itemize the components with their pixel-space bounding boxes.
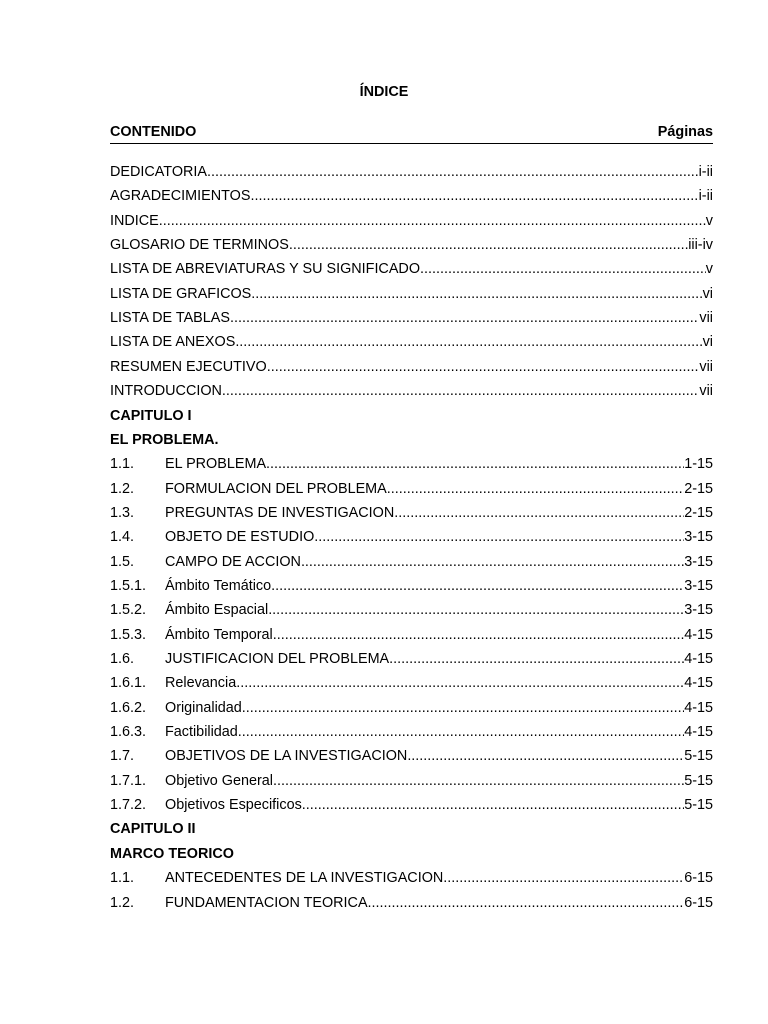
- dot-leader: [242, 698, 684, 718]
- toc-entry-page: 4-15: [684, 724, 713, 741]
- pages-label: Páginas: [657, 124, 713, 140]
- toc-entry: [110, 868, 713, 888]
- dot-leader: [159, 211, 706, 231]
- toc-entry-number: 1.2.: [110, 480, 135, 497]
- contents-label: CONTENIDO: [110, 124, 197, 140]
- toc-entry-page: 5-15: [684, 772, 713, 789]
- toc-entry-page: 1-15: [684, 456, 713, 473]
- toc-entry-number: 1.6.2.: [110, 699, 147, 716]
- toc-entry-label: Ámbito Temático: [165, 577, 272, 594]
- toc-entry: [110, 771, 713, 791]
- toc-heading: [110, 406, 713, 426]
- toc-entry: [110, 527, 713, 547]
- dot-leader: [271, 576, 684, 596]
- toc-entry-page: i-ii: [698, 188, 713, 205]
- dot-leader: [207, 162, 699, 182]
- dot-leader: [273, 625, 684, 645]
- toc-heading: [110, 819, 713, 839]
- toc-entry-label: Relevancia: [165, 675, 237, 692]
- toc-entry-page: vii: [699, 358, 713, 375]
- toc-entry-label: GLOSARIO DE TERMINOS: [110, 237, 289, 254]
- toc-entry-label: EL PROBLEMA: [165, 456, 267, 473]
- toc-entry: [110, 893, 713, 913]
- toc-entry: [110, 381, 713, 401]
- toc-entry-label: LISTA DE TABLAS: [110, 310, 230, 327]
- toc-entry-label: FUNDAMENTACION TEORICA: [165, 894, 368, 911]
- dot-leader: [301, 552, 684, 572]
- dot-leader: [387, 479, 684, 499]
- toc-entry-label: FORMULACION DEL PROBLEMA: [165, 480, 387, 497]
- dot-leader: [407, 746, 684, 766]
- toc-entry-label: CAMPO DE ACCION: [165, 553, 301, 570]
- toc-entry: [110, 698, 713, 718]
- dot-leader: [251, 284, 702, 304]
- toc-entry-number: 1.1.: [110, 456, 135, 473]
- dot-leader: [289, 235, 688, 255]
- dot-leader: [235, 332, 702, 352]
- toc-entry-number: 1.7.1.: [110, 772, 147, 789]
- toc-entry-page: 4-15: [684, 675, 713, 692]
- toc-entry: [110, 284, 713, 304]
- toc-entry-page: 6-15: [684, 870, 713, 887]
- toc-entry-page: 4-15: [684, 626, 713, 643]
- toc-entry: [110, 186, 713, 206]
- toc-entry-page: 3-15: [684, 529, 713, 546]
- toc-entry-page: v: [705, 212, 713, 229]
- toc-entry-page: 2-15: [684, 480, 713, 497]
- toc-entry-page: 3-15: [684, 577, 713, 594]
- dot-leader: [267, 357, 700, 377]
- toc-entry-page: i-ii: [698, 164, 713, 180]
- toc-entry: [110, 211, 713, 231]
- toc-entry-number: 1.1.: [110, 870, 135, 887]
- toc-entry-number: 1.6.1.: [110, 675, 147, 692]
- dot-leader: [314, 527, 684, 547]
- toc-entry-label: EL PROBLEMA.: [110, 431, 219, 448]
- toc-entry-label: OBJETIVOS DE LA INVESTIGACION: [165, 748, 408, 765]
- toc-entry-number: 1.7.: [110, 748, 135, 765]
- toc-entry: [110, 576, 713, 596]
- toc-entry-label: Ámbito Espacial: [165, 602, 269, 619]
- dot-leader: [273, 771, 684, 791]
- dot-leader: [250, 186, 698, 206]
- dot-leader: [394, 503, 684, 523]
- toc-entry: [110, 722, 713, 742]
- dot-leader: [443, 868, 684, 888]
- toc-entry-label: DEDICATORIA: [110, 164, 208, 180]
- toc-entry-page: 6-15: [684, 894, 713, 911]
- toc-entry-label: JUSTIFICACION DEL PROBLEMA: [165, 651, 390, 667]
- toc-entry-label: LISTA DE ANEXOS: [110, 334, 236, 351]
- toc-entry-number: 1.7.2.: [110, 797, 147, 814]
- toc-entry-label: LISTA DE GRAFICOS: [110, 285, 252, 302]
- dot-leader: [302, 795, 684, 815]
- toc-entry-label: MARCO TEORICO: [110, 845, 234, 862]
- toc-entry: [110, 746, 713, 766]
- toc-entry: [110, 600, 713, 620]
- dot-leader: [420, 259, 706, 279]
- toc-entry-number: 1.4.: [110, 529, 135, 546]
- toc-entry: [110, 357, 713, 377]
- toc-entry-page: 5-15: [684, 797, 713, 814]
- toc-entry: [110, 454, 713, 474]
- toc-entry: [110, 332, 713, 352]
- toc-entry-label: Factibilidad: [165, 724, 238, 741]
- toc-entry: [110, 235, 713, 255]
- toc-entry-label: AGRADECIMIENTOS: [110, 188, 251, 205]
- toc-entry-page: 4-15: [684, 651, 713, 667]
- toc-entry-page: vi: [702, 285, 713, 302]
- toc-entry: [110, 479, 713, 499]
- toc-entry-label: LISTA DE ABREVIATURAS Y SU SIGNIFICADO: [110, 261, 421, 278]
- toc-entry-number: 1.5.3.: [110, 626, 147, 643]
- toc-entry-page: 3-15: [684, 602, 713, 619]
- index-title: ÍNDICE: [359, 84, 409, 100]
- toc-entry: [110, 503, 713, 523]
- toc-entry-number: 1.2.: [110, 894, 135, 911]
- dot-leader: [389, 649, 684, 669]
- toc-heading: [110, 844, 713, 864]
- toc-entry-page: v: [705, 261, 713, 278]
- toc-entry-number: 1.6.3.: [110, 724, 147, 741]
- toc-entry: [110, 795, 713, 815]
- toc-entry-label: ANTECEDENTES DE LA INVESTIGACION: [165, 870, 444, 887]
- toc-entry: [110, 162, 713, 182]
- dot-leader: [230, 308, 699, 328]
- toc-entry-label: Objetivo General: [165, 772, 273, 789]
- dot-leader: [222, 381, 699, 401]
- toc-entry-number: 1.6.: [110, 651, 135, 667]
- toc-entry-label: RESUMEN EJECUTIVO: [110, 358, 267, 375]
- toc-entry-page: vii: [699, 383, 713, 400]
- toc-entry: [110, 649, 713, 669]
- toc-entry-page: 3-15: [684, 553, 713, 570]
- toc-entry-number: 1.5.: [110, 553, 135, 570]
- toc-entry: [110, 625, 713, 645]
- toc-entry-page: vi: [702, 334, 713, 351]
- toc-entry-page: 4-15: [684, 699, 713, 716]
- dot-leader: [238, 722, 684, 742]
- toc-entry-page: vii: [699, 310, 713, 327]
- toc-entry-page: 2-15: [684, 504, 713, 521]
- toc-entry-label: CAPITULO II: [110, 821, 196, 838]
- toc-entry-label: Objetivos Especificos: [165, 797, 302, 814]
- toc-entry-label: Ámbito Temporal: [165, 626, 273, 643]
- toc-entry: [110, 259, 713, 279]
- toc-entry-page: iii-iv: [688, 237, 713, 254]
- dot-leader: [368, 893, 685, 913]
- toc-entry-number: 1.5.2.: [110, 602, 147, 619]
- toc-entry-label: INDICE: [110, 212, 159, 229]
- dot-leader: [236, 673, 684, 693]
- toc-entry-number: 1.3.: [110, 504, 135, 521]
- contents-header: [110, 123, 713, 144]
- toc-entry-label: INTRODUCCION: [110, 383, 222, 400]
- toc-heading: [110, 430, 713, 450]
- dot-leader: [266, 454, 684, 474]
- toc-entry-label: PREGUNTAS DE INVESTIGACION: [165, 504, 395, 521]
- toc-entry-label: OBJETO DE ESTUDIO: [165, 529, 315, 546]
- toc-entry-page: 5-15: [684, 748, 713, 765]
- toc-entry: [110, 552, 713, 572]
- toc-entry-label: Originalidad: [165, 699, 242, 716]
- dot-leader: [268, 600, 684, 620]
- toc-entry: [110, 308, 713, 328]
- toc-entry-label: CAPITULO I: [110, 407, 192, 424]
- toc-entry-number: 1.5.1.: [110, 577, 147, 594]
- toc-entry: [110, 673, 713, 693]
